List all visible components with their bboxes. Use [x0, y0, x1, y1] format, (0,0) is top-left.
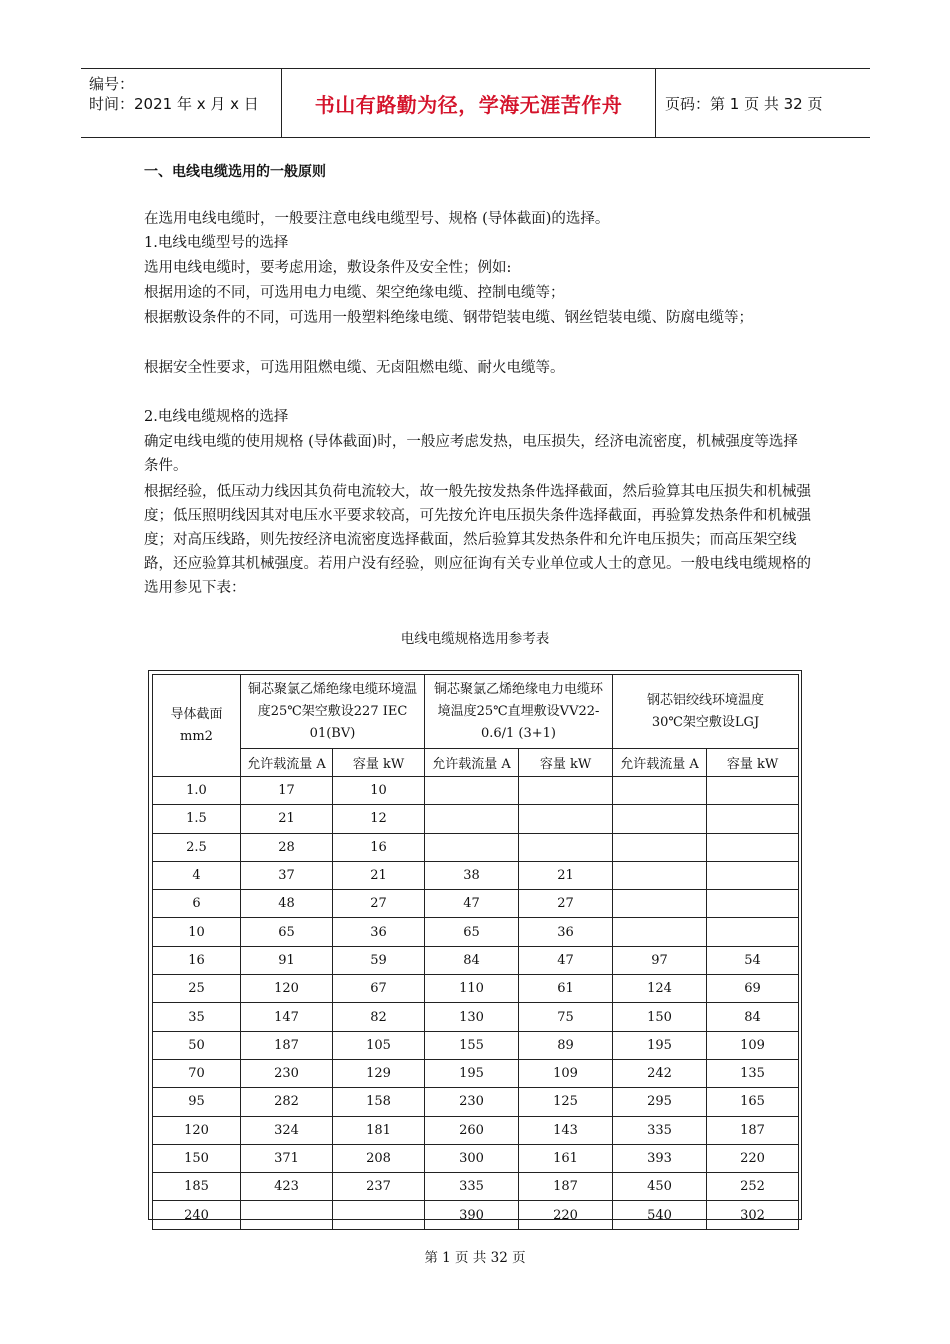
- table-cell: 282: [241, 1088, 333, 1116]
- table-cell: 161: [519, 1144, 613, 1172]
- cross-section-cell: 95: [153, 1088, 241, 1116]
- cross-section-cell: 10: [153, 918, 241, 946]
- table-row: [153, 861, 799, 889]
- page-header: [81, 68, 870, 138]
- table-subheader-row: [153, 749, 799, 777]
- table-cell: 208: [333, 1144, 425, 1172]
- table-cell: 125: [519, 1088, 613, 1116]
- table-cell: 12: [333, 805, 425, 833]
- table-cell: 21: [519, 861, 613, 889]
- table-cell: 36: [333, 918, 425, 946]
- table-row: [153, 1031, 799, 1059]
- table-row: [153, 1173, 799, 1201]
- table-cell: 335: [425, 1173, 519, 1201]
- header-motto: 书山有路勤为径，学海无涯苦作舟: [314, 92, 623, 117]
- table-cell: 36: [519, 918, 613, 946]
- cable-spec-table: [152, 674, 799, 1230]
- table-cell: [707, 918, 799, 946]
- table-cell: [613, 890, 707, 918]
- table-cell: [241, 1201, 333, 1229]
- cross-section-cell: 35: [153, 1003, 241, 1031]
- paragraph: 选用电线电缆时，要考虑用途，敷设条件及安全性；例如:: [144, 260, 512, 276]
- table-cell: [333, 1201, 425, 1229]
- table-cell: 54: [707, 946, 799, 974]
- subheader-current: 允许载流量 A: [425, 749, 519, 777]
- col-header-lgj: 钢芯铝绞线环境温度30℃架空敷设LGJ: [613, 675, 799, 749]
- subheader-capacity: 容量 kW: [519, 749, 613, 777]
- table-cell: 84: [425, 946, 519, 974]
- table-cell: [425, 833, 519, 861]
- table-cell: 27: [519, 890, 613, 918]
- table-cell: 220: [519, 1201, 613, 1229]
- table-cell: [519, 833, 613, 861]
- table-cell: 110: [425, 975, 519, 1003]
- table-cell: [707, 890, 799, 918]
- table-cell: 84: [707, 1003, 799, 1031]
- table-cell: 390: [425, 1201, 519, 1229]
- table-cell: [613, 833, 707, 861]
- table-cell: 21: [333, 861, 425, 889]
- table-cell: 187: [707, 1116, 799, 1144]
- cross-section-cell: 6: [153, 890, 241, 918]
- table-cell: [425, 777, 519, 805]
- table-row: [153, 833, 799, 861]
- table-cell: [707, 833, 799, 861]
- table-row: [153, 946, 799, 974]
- table-cell: 124: [613, 975, 707, 1003]
- table-cell: 65: [425, 918, 519, 946]
- col-header-bv: 铜芯聚氯乙烯绝缘电缆环境温度25℃架空敷设227 IEC 01(BV): [241, 675, 425, 749]
- spec-table-frame: [148, 670, 802, 1223]
- page-footer: 第 1 页 共 32 页: [424, 1250, 526, 1266]
- table-cell: [519, 777, 613, 805]
- subsection-title: 1.电线电缆型号的选择: [144, 235, 289, 251]
- table-cell: 237: [333, 1173, 425, 1201]
- table-cell: 187: [241, 1031, 333, 1059]
- cross-section-cell: 4: [153, 861, 241, 889]
- table-cell: [707, 777, 799, 805]
- table-cell: 65: [241, 918, 333, 946]
- document-time-label: 时间：2021 年 x 月 x 日: [89, 95, 259, 113]
- table-cell: 135: [707, 1059, 799, 1087]
- table-row: [153, 777, 799, 805]
- table-row: [153, 1201, 799, 1229]
- table-cell: 129: [333, 1059, 425, 1087]
- table-cell: 47: [425, 890, 519, 918]
- table-cell: 143: [519, 1116, 613, 1144]
- subsection-title: 2.电线电缆规格的选择: [144, 409, 289, 425]
- table-cell: 335: [613, 1116, 707, 1144]
- table-cell: 302: [707, 1201, 799, 1229]
- table-row: [153, 1003, 799, 1031]
- table-cell: 38: [425, 861, 519, 889]
- table-cell: 97: [613, 946, 707, 974]
- table-cell: 130: [425, 1003, 519, 1031]
- paragraph: 根据安全性要求，可选用阻燃电缆、无卤阻燃电缆、耐火电缆等。: [144, 360, 565, 376]
- table-cell: 187: [519, 1173, 613, 1201]
- table-cell: 150: [613, 1003, 707, 1031]
- table-cell: 195: [613, 1031, 707, 1059]
- paragraph: 确定电线电缆的使用规格 (导体截面)时，一般应考虑发热，电压损失，经济电流密度，机械强度等选择条件。: [144, 434, 798, 474]
- table-cell: 105: [333, 1031, 425, 1059]
- subheader-current: 允许载流量 A: [613, 749, 707, 777]
- table-cell: 109: [519, 1059, 613, 1087]
- header-meta: [81, 69, 281, 137]
- table-cell: 260: [425, 1116, 519, 1144]
- table-cell: [613, 777, 707, 805]
- cross-section-cell: 25: [153, 975, 241, 1003]
- table-cell: [613, 861, 707, 889]
- table-cell: 75: [519, 1003, 613, 1031]
- table-cell: 69: [707, 975, 799, 1003]
- table-cell: 158: [333, 1088, 425, 1116]
- table-cell: 109: [707, 1031, 799, 1059]
- paragraph: 根据敷设条件的不同，可选用一般塑料绝缘电缆、钢带铠装电缆、钢丝铠装电缆、防腐电缆等；: [144, 310, 753, 326]
- table-cell: 27: [333, 890, 425, 918]
- table-cell: 16: [333, 833, 425, 861]
- table-cell: 230: [241, 1059, 333, 1087]
- table-cell: 393: [613, 1144, 707, 1172]
- table-cell: [707, 805, 799, 833]
- table-cell: 147: [241, 1003, 333, 1031]
- table-cell: 21: [241, 805, 333, 833]
- header-motto-cell: [281, 69, 656, 137]
- table-row: [153, 1144, 799, 1172]
- subheader-capacity: 容量 kW: [707, 749, 799, 777]
- paragraph: 根据用途的不同，可选用电力电缆、架空绝缘电缆、控制电缆等；: [144, 285, 565, 301]
- table-cell: 10: [333, 777, 425, 805]
- subheader-current: 允许载流量 A: [241, 749, 333, 777]
- cross-section-cell: 1.0: [153, 777, 241, 805]
- table-cell: [613, 918, 707, 946]
- table-cell: 17: [241, 777, 333, 805]
- table-cell: 300: [425, 1144, 519, 1172]
- paragraph: 在选用电线电缆时，一般要注意电线电缆型号、规格 (导体截面)的选择。: [144, 211, 610, 227]
- header-page-info: 页码：第 1 页 共 32 页: [665, 94, 823, 113]
- table-row: [153, 805, 799, 833]
- cross-section-cell: 2.5: [153, 833, 241, 861]
- section-title: 一、电线电缆选用的一般原则: [144, 164, 326, 180]
- table-cell: 450: [613, 1173, 707, 1201]
- table-cell: 48: [241, 890, 333, 918]
- col-header-cross-section: 导体截面mm2: [153, 675, 241, 777]
- table-cell: 230: [425, 1088, 519, 1116]
- subheader-capacity: 容量 kW: [333, 749, 425, 777]
- table-cell: 61: [519, 975, 613, 1003]
- table-cell: 195: [425, 1059, 519, 1087]
- cross-section-cell: 50: [153, 1031, 241, 1059]
- table-cell: 252: [707, 1173, 799, 1201]
- table-caption: 电线电缆规格选用参考表: [400, 631, 550, 647]
- table-cell: 371: [241, 1144, 333, 1172]
- table-cell: 28: [241, 833, 333, 861]
- table-cell: 165: [707, 1088, 799, 1116]
- table-row: [153, 975, 799, 1003]
- table-row: [153, 890, 799, 918]
- table-cell: 220: [707, 1144, 799, 1172]
- cross-section-cell: 240: [153, 1201, 241, 1229]
- table-cell: 82: [333, 1003, 425, 1031]
- table-cell: 155: [425, 1031, 519, 1059]
- table-cell: 540: [613, 1201, 707, 1229]
- table-row: [153, 1059, 799, 1087]
- table-cell: 37: [241, 861, 333, 889]
- table-cell: 423: [241, 1173, 333, 1201]
- table-cell: 242: [613, 1059, 707, 1087]
- paragraph: 根据经验，低压动力线因其负荷电流较大，故一般先按发热条件选择截面，然后验算其电压损失和机械强度；低压照明线因其对电压水平要求较高，可先按允许电压损失条件选择截面，再验算发热条件和机械强度；对高压线路，则先按经济电流密度选择截面，然后验算其发热条件和允许电压损失；而高压架空线路，还应验算其机械强度。若用户没有经验，则应征询有关专业单位或人士的意见。一般电线电缆规格的选用参见下表：: [144, 484, 811, 596]
- table-cell: [425, 805, 519, 833]
- col-header-vv22: 铜芯聚氯乙烯绝缘电力电缆环境温度25℃直埋敷设VV22-0.6/1 (3+1): [425, 675, 613, 749]
- cross-section-cell: 150: [153, 1144, 241, 1172]
- cross-section-cell: 1.5: [153, 805, 241, 833]
- table-cell: 67: [333, 975, 425, 1003]
- table-cell: [613, 805, 707, 833]
- table-row: [153, 1088, 799, 1116]
- table-cell: 47: [519, 946, 613, 974]
- cross-section-cell: 185: [153, 1173, 241, 1201]
- cross-section-cell: 16: [153, 946, 241, 974]
- table-cell: 181: [333, 1116, 425, 1144]
- table-row: [153, 1116, 799, 1144]
- table-cell: 120: [241, 975, 333, 1003]
- table-cell: 295: [613, 1088, 707, 1116]
- table-cell: [707, 861, 799, 889]
- table-header-row: [153, 675, 799, 749]
- table-cell: 91: [241, 946, 333, 974]
- table-cell: [519, 805, 613, 833]
- table-cell: 89: [519, 1031, 613, 1059]
- table-cell: 59: [333, 946, 425, 974]
- table-row: [153, 918, 799, 946]
- document-number-label: 编号：: [89, 75, 135, 93]
- cross-section-cell: 70: [153, 1059, 241, 1087]
- table-cell: 324: [241, 1116, 333, 1144]
- cross-section-cell: 120: [153, 1116, 241, 1144]
